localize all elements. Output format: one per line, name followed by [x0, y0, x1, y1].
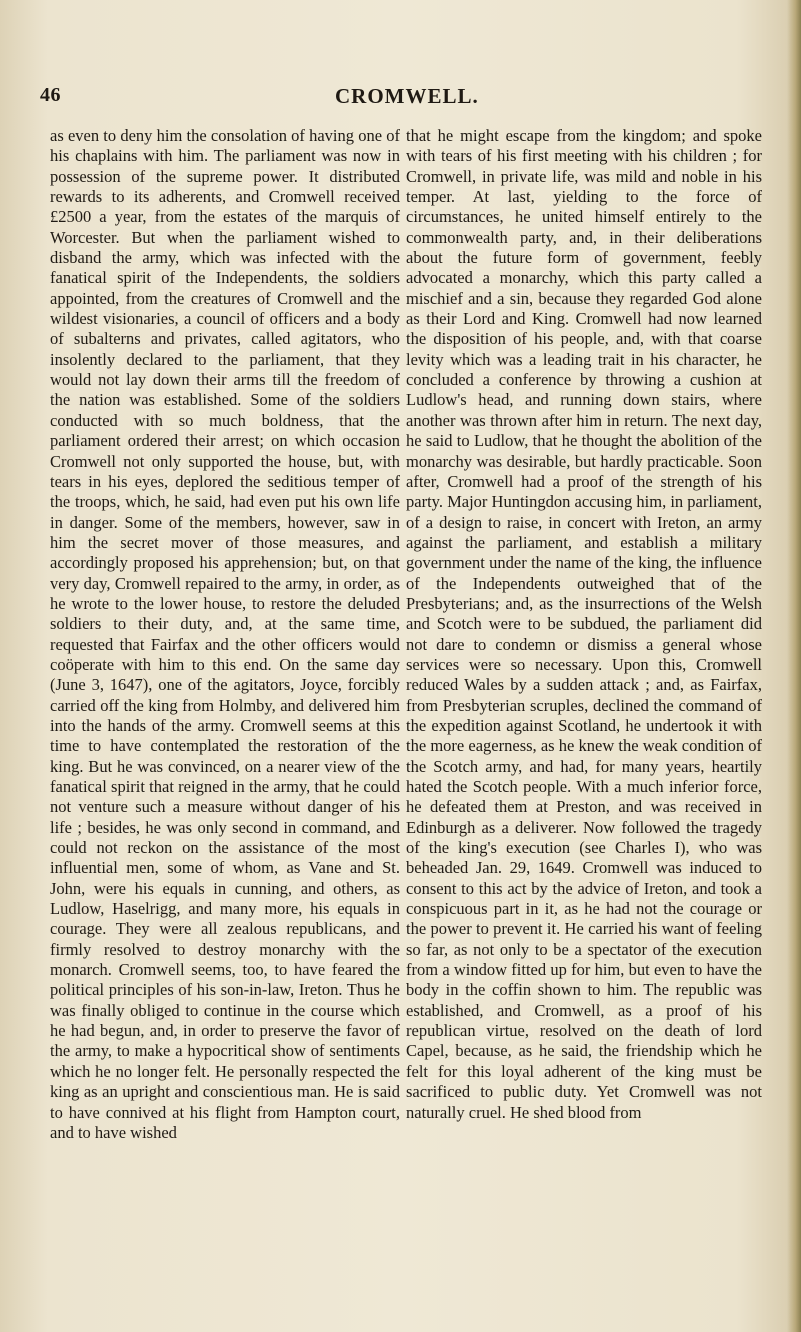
- body-text-right: that he might escape from the kingdom; and spoke with tears of his first meeting with his children ; for Cromwell, in private life, was mild and noble in his temper. At last, yielding to the force of circumstances, he united himself entirely to the commonwealth party, and, in their deliberations about the future form of government, feebly advocated a monarchy, which this party called a mischief and a sin, because they regarded God alone as their Lord and King. Cromwell had now learned the disposition of his people, and, with that coarse levity which was a leading trait in his character, he concluded a conference by throwing a cushion at Ludlow's head, and running down stairs, where another was thrown after him in return. The next day, he said to Ludlow, that he thought the abolition of the monarchy was desirable, but hardly practicable. Soon after, Cromwell had a proof of the strength of his party. Major Huntingdon accusing him, in parliament, of a design to raise, in concert with Ireton, an army against the parliament, and establish a military government under the name of the king, the influence of the Independents outweighed that of the Presbyterians; and, as the insurrections of the Welsh and Scotch were to be subdued, the parliament did not dare to condemn or dismiss a general whose services were so necessary. Upon this, Cromwell reduced Wales by a sudden attack ; and, as Fairfax, from Presbyterian scruples, declined the command of the expedition against Scotland, he undertook it with the more eagerness, as he knew the weak condition of the Scotch army, and had, for many years, heartily hated the Scotch people. With a much inferior force, he defeated them at Preston, and was received in Edinburgh as a deliverer. Now followed the tragedy of the king's execution (see Charles I), who was beheaded Jan. 29, 1649. Cromwell was induced to consent to this act by the advice of Ireton, and took a conspicuous part in it, as he had not the courage or the power to prevent it. He carried his want of feeling so far, as not only to be a spectator of the execution from a window fitted up for him, but even to have the body in the coffin shown to him. The republic was established, and Cromwell, as a proof of his republican virtue, resolved on the death of lord Capel, because, as he said, the friendship which he felt for this loyal adherent of the king must be sacrificed to public duty. Yet Cromwell was not naturally cruel. He shed blood from: [406, 126, 762, 1122]
- page-header: [40, 84, 760, 108]
- running-head: CROMWELL.: [335, 84, 479, 108]
- body-text-left: as even to deny him the consolation of having one of his chaplains with him. The parliament was now in possession of the supreme power. It distributed rewards to its adherents, and Cromwell received £2500 a year, from the estates of the marquis of Worcester. But when the parliament wished to disband the army, which was infected with the fanatical spirit of the Independents, the soldiers appointed, from the creatures of Cromwell and the wildest visionaries, a council of officers and a body of subalterns and privates, called agitators, who insolently declared to the parliament, that they would not lay down their arms till the freedom of the nation was established. Some of the soldiers conducted with so much boldness, that the parliament ordered their arrest; on which occasion Cromwell not only supported the house, but, with tears in his eyes, deplored the seditious temper of the troops, which, he said, had even put his own life in danger. Some of the members, however, saw in him the secret mover of those measures, and accordingly proposed his apprehension; but, on that very day, Cromwell repaired to the army, in order, as he wrote to the lower house, to restore the deluded soldiers to their duty, and, at the same time, requested that Fairfax and the other officers would coöperate with him to this end. On the same day (June 3, 1647), one of the agitators, Joyce, forcibly carried off the king from Holmby, and delivered him into the hands of the army. Cromwell seems at this time to have contemplated the restoration of the king. But he was convinced, on a nearer view of the fanatical spirit that reigned in the army, that he could not venture such a measure without danger of his life ; besides, he was only second in command, and could not reckon on the assistance of the most influential men, some of whom, as Vane and St. John, were his equals in cunning, and others, as Ludlow, Haselrigg, and many more, his equals in courage. They were all zealous republicans, and firmly resolved to destroy monarchy with the monarch. Cromwell seems, too, to have feared the political principles of his son-in-law, Ireton. Thus he was finally obliged to continue in the course which he had begun, and, in order to preserve the favor of the army, to make a hypocritical show of sentiments which he no longer felt. He personally respected the king as an upright and conscientious man. He is said to have connived at his flight from Hampton court, and to have wished: [50, 126, 400, 1142]
- text-column-right: [406, 126, 762, 1316]
- page-edge-shadow: [787, 0, 801, 1332]
- text-column-left: [50, 126, 400, 1316]
- page-number: 46: [40, 84, 61, 106]
